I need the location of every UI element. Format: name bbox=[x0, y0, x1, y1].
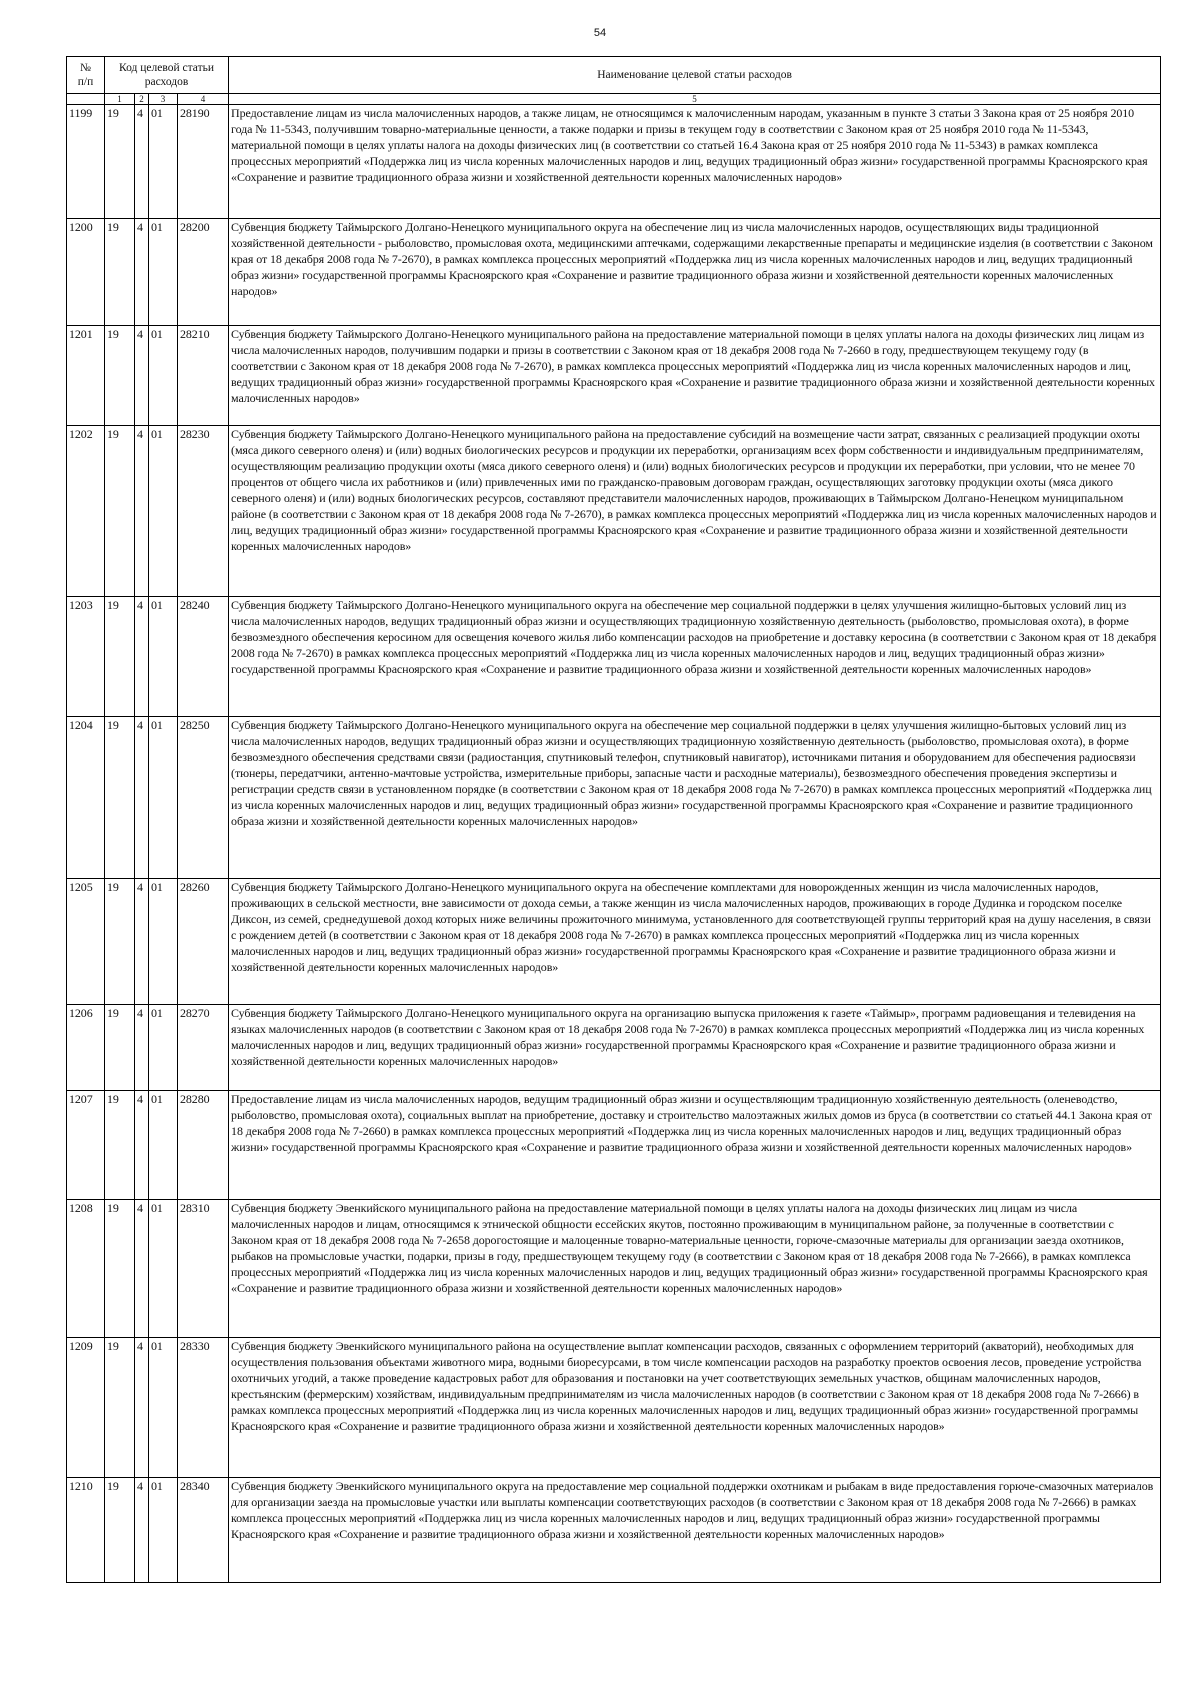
code-complex: 01 bbox=[149, 1200, 178, 1338]
code-type: 4 bbox=[135, 717, 149, 879]
code-program: 19 bbox=[105, 105, 135, 219]
header-col-3: 3 bbox=[149, 94, 178, 105]
code-complex: 01 bbox=[149, 326, 178, 426]
row-number: 1205 bbox=[67, 879, 105, 1005]
code-program: 19 bbox=[105, 426, 135, 597]
code-direction: 28200 bbox=[178, 219, 229, 326]
row-number: 1204 bbox=[67, 717, 105, 879]
article-name: Субвенция бюджету Таймырского Долгано-Ненецкого муниципального района на предоставление субсидий на возмещение части затрат, связанных с реализацией продукции охоты (мяса дикого северного оленя) и (или) водных биологических ресурсов и продукции их переработки, организациям всех форм собственности и индивидуальным предпринимателям, осуществляющим реализацию продукции охоты (мяса дикого северного оленя) и (или) водных биологических ресурсов и продукции их переработки, при условии, что не менее 70 процентов от общего числа их работников и (или) привлеченных ими по гражданско-правовым договорам граждан, осуществляющих заготовку продукции охоты (мяса дикого северного оленя) и (или) водных биологических ресурсов, составляют представители малочисленных народов, проживающих в Таймырском Долгано-Ненецком муниципальном районе (в соответствии с Законом края от 18 декабря 2008 года № 7-2670), в рамках комплекса процессных мероприятий «Поддержка лиц из числа коренных малочисленных народов и лиц, ведущих традиционный образ жизни» государственной программы Красноярского края «Сохранение и развитие традиционного образа жизни и хозяйственной деятельности коренных малочисленных народов» bbox=[229, 426, 1161, 597]
table-row bbox=[67, 426, 1161, 597]
code-direction: 28210 bbox=[178, 326, 229, 426]
row-number: 1206 bbox=[67, 1005, 105, 1091]
row-number: 1202 bbox=[67, 426, 105, 597]
code-direction: 28240 bbox=[178, 597, 229, 717]
header-spacer bbox=[67, 94, 105, 105]
table-row bbox=[67, 1200, 1161, 1338]
code-direction: 28280 bbox=[178, 1091, 229, 1200]
table-row bbox=[67, 1338, 1161, 1478]
table-row bbox=[67, 219, 1161, 326]
code-type: 4 bbox=[135, 1091, 149, 1200]
code-type: 4 bbox=[135, 1200, 149, 1338]
article-name: Субвенция бюджету Эвенкийского муниципального округа на предоставление мер социальной поддержки охотникам и рыбакам в виде предоставления горюче-смазочных материалов для организации заезда на промысловые участки или выплаты компенсации соответствующих расходов (в соответствии с Законом края от 18 декабря 2008 года № 7-2666) в рамках комплекса процессных мероприятий «Поддержка лиц из числа коренных малочисленных народов и лиц, ведущих традиционный образ жизни» государственной программы Красноярского края «Сохранение и развитие традиционного образа жизни и хозяйственной деятельности коренных малочисленных народов» bbox=[229, 1478, 1161, 1583]
header-col-5: 5 bbox=[229, 94, 1161, 105]
article-name: Субвенция бюджету Таймырского Долгано-Ненецкого муниципального округа на организацию выпуска приложения к газете «Таймыр», программ радиовещания и телевидения на языках малочисленных народов (в соответствии с Законом края от 18 декабря 2008 года № 7-2670) в рамках комплекса процессных мероприятий «Поддержка лиц из числа коренных малочисленных народов и лиц, ведущих традиционный образ жизни» государственной программы Красноярского края «Сохранение и развитие традиционного образа жизни и хозяйственной деятельности коренных малочисленных народов» bbox=[229, 1005, 1161, 1091]
row-number: 1208 bbox=[67, 1200, 105, 1338]
header-col-2: 2 bbox=[135, 94, 149, 105]
row-number: 1210 bbox=[67, 1478, 105, 1583]
row-number: 1199 bbox=[67, 105, 105, 219]
code-type: 4 bbox=[135, 1478, 149, 1583]
article-name: Субвенция бюджету Эвенкийского муниципального района на предоставление материальной помощи в целях уплаты налога на доходы физических лиц лицам из числа малочисленных народов и лицам, относящимся к этнической общности ессейских якутов, постоянно проживающим в муниципальном районе, за полученные в соответствии с Законом края от 18 декабря 2008 года № 7-2658 дорогостоящие и малоценные товарно-материальные ценности, горюче-смазочные материалы для организации заезда охотников, рыбаков на промысловые участки, подарки, призы в году, предшествующем текущему году (в соответствии с Законом края от 18 декабря 2008 года № 7-2666), в рамках комплекса процессных мероприятий «Поддержка лиц из числа коренных малочисленных народов и лиц, ведущих традиционный образ жизни» государственной программы Красноярского края «Сохранение и развитие традиционного образа жизни и хозяйственной деятельности коренных малочисленных народов» bbox=[229, 1200, 1161, 1338]
code-direction: 28330 bbox=[178, 1338, 229, 1478]
article-name: Субвенция бюджету Таймырского Долгано-Ненецкого муниципального округа на обеспечение мер социальной поддержки в целях улучшения жилищно-бытовых условий лиц из числа малочисленных народов, ведущих традиционный образ жизни и осуществляющих традиционную хозяйственную деятельность (рыболовство, промысловая охота), в форме безвозмездного обеспечения средствами связи (радиостанция, спутниковый телефон, спутниковый навигатор), источниками питания и оборудованием для обеспечения радиосвязи (тюнеры, передатчики, антенно-мачтовые устройства, измерительные приборы, запасные части и расходные материалы), безвозмездного обеспечения проведения экспертизы и регистрации средств связи в установленном порядке (в соответствии с Законом края от 18 декабря 2008 года № 7-2670) в рамках комплекса процессных мероприятий «Поддержка лиц из числа коренных малочисленных народов и лиц, ведущих традиционный образ жизни» государственной программы Красноярского края «Сохранение и развитие традиционного образа жизни и хозяйственной деятельности коренных малочисленных народов» bbox=[229, 717, 1161, 879]
table-row bbox=[67, 1005, 1161, 1091]
code-complex: 01 bbox=[149, 597, 178, 717]
code-program: 19 bbox=[105, 1091, 135, 1200]
row-number: 1207 bbox=[67, 1091, 105, 1200]
code-direction: 28260 bbox=[178, 879, 229, 1005]
code-program: 19 bbox=[105, 597, 135, 717]
code-direction: 28310 bbox=[178, 1200, 229, 1338]
code-complex: 01 bbox=[149, 879, 178, 1005]
code-type: 4 bbox=[135, 879, 149, 1005]
table-row bbox=[67, 1091, 1161, 1200]
table-row bbox=[67, 717, 1161, 879]
target-articles-table bbox=[66, 56, 1161, 1583]
code-complex: 01 bbox=[149, 105, 178, 219]
code-direction: 28270 bbox=[178, 1005, 229, 1091]
table-row bbox=[67, 879, 1161, 1005]
code-direction: 28340 bbox=[178, 1478, 229, 1583]
article-name: Предоставление лицам из числа малочисленных народов, ведущим традиционный образ жизни и осуществляющим традиционную хозяйственную деятельность (оленеводство, рыболовство, промысловая охота), социальных выплат на приобретение, доставку и строительство малоэтажных жилых домов из бруса (в соответствии со статьей 44.1 Закона края от 18 декабря 2008 года № 7-2660) в рамках комплекса процессных мероприятий «Поддержка лиц из числа коренных малочисленных народов и лиц, ведущих традиционный образ жизни» государственной программы Красноярского края «Сохранение и развитие традиционного образа жизни и хозяйственной деятельности коренных малочисленных народов» bbox=[229, 1091, 1161, 1200]
code-program: 19 bbox=[105, 879, 135, 1005]
code-type: 4 bbox=[135, 1338, 149, 1478]
code-direction: 28230 bbox=[178, 426, 229, 597]
code-program: 19 bbox=[105, 1005, 135, 1091]
header-code: Код целевой статьи расходов bbox=[105, 57, 229, 94]
code-complex: 01 bbox=[149, 1338, 178, 1478]
code-complex: 01 bbox=[149, 1005, 178, 1091]
header-number-abbrev: п/п bbox=[77, 76, 94, 88]
header-col-1: 1 bbox=[105, 94, 135, 105]
code-complex: 01 bbox=[149, 717, 178, 879]
article-name: Субвенция бюджету Эвенкийского муниципального района на осуществление выплат компенсации расходов, связанных с оформлением территорий (акваторий), необходимых для осуществления пользования объектами животного мира, водными биоресурсами, в том числе компенсации расходов на разработку проектов освоения лесов, проведение устройства охотничьих угодий, а также проведение кадастровых работ для образования и постановки на учет соответствующих земельных участков, общинам малочисленных народов, крестьянским (фермерским) хозяйствам, индивидуальным предпринимателям из числа малочисленных народов (в соответствии с Законом края от 18 декабря 2008 года № 7-2666) в рамках комплекса процессных мероприятий «Поддержка лиц из числа коренных малочисленных народов и лиц, ведущих традиционный образ жизни» государственной программы Красноярского края «Сохранение и развитие традиционного образа жизни и хозяйственной деятельности коренных малочисленных народов» bbox=[229, 1338, 1161, 1478]
code-complex: 01 bbox=[149, 426, 178, 597]
code-direction: 28250 bbox=[178, 717, 229, 879]
article-name: Субвенция бюджету Таймырского Долгано-Ненецкого муниципального района на предоставление материальной помощи в целях уплаты налога на доходы физических лиц лицам из числа малочисленных народов, получившим подарки и призы в соответствии с Законом края от 18 декабря 2008 года № 7-2660 в году, предшествующем текущему году (в соответствии с Законом края от 18 декабря 2008 года № 7-2670), в рамках комплекса процессных мероприятий «Поддержка лиц из числа коренных малочисленных народов и лиц, ведущих традиционный образ жизни» государственной программы Красноярского края «Сохранение и развитие традиционного образа жизни и хозяйственной деятельности коренных малочисленных народов» bbox=[229, 326, 1161, 426]
code-program: 19 bbox=[105, 1200, 135, 1338]
code-complex: 01 bbox=[149, 1478, 178, 1583]
article-name: Предоставление лицам из числа малочисленных народов, а также лицам, не относящимся к малочисленным народам, указанным в пункте 3 статьи 3 Закона края от 25 ноября 2010 года № 11-5343, получившим товарно-материальные ценности, а также подарки и призы в текущем году в соответствии с Законом края от 25 ноября 2010 года № 11-5343, материальной помощи в целях уплаты налога на доходы физических лиц (в соответствии со статьей 16.4 Закона края от 25 ноября 2010 года № 11-5343) в рамках комплекса процессных мероприятий «Поддержка лиц из числа коренных малочисленных народов и лиц, ведущих традиционный образ жизни» государственной программы Красноярского края «Сохранение и развитие традиционного образа жизни и хозяйственной деятельности коренных малочисленных народов» bbox=[229, 105, 1161, 219]
code-program: 19 bbox=[105, 1478, 135, 1583]
code-direction: 28190 bbox=[178, 105, 229, 219]
article-name: Субвенция бюджету Таймырского Долгано-Ненецкого муниципального округа на обеспечение мер социальной поддержки в целях улучшения жилищно-бытовых условий лиц из числа малочисленных народов, ведущих традиционный образ жизни и осуществляющих традиционную хозяйственную деятельность (рыболовство, промысловая охота), в форме безвозмездного обеспечения керосином для освещения кочевого жилья либо компенсации расходов на приобретение и доставку керосина (в соответствии с Законом края от 18 декабря 2008 года № 7-2670) в рамках комплекса процессных мероприятий «Поддержка лиц из числа коренных малочисленных народов и лиц, ведущих традиционный образ жизни» государственной программы Красноярского края «Сохранение и развитие традиционного образа жизни и хозяйственной деятельности коренных малочисленных народов» bbox=[229, 597, 1161, 717]
header-name: Наименование целевой статьи расходов bbox=[229, 57, 1161, 94]
code-program: 19 bbox=[105, 326, 135, 426]
code-program: 19 bbox=[105, 1338, 135, 1478]
code-type: 4 bbox=[135, 1005, 149, 1091]
article-name: Субвенция бюджету Таймырского Долгано-Ненецкого муниципального округа на обеспечение лиц из числа малочисленных народов, осуществляющих виды традиционной хозяйственной деятельности - рыболовство, промысловая охота, медицинскими аптечками, содержащими лекарственные препараты и медицинские изделия (в соответствии с Законом края от 18 декабря 2008 года № 7-2670), в рамках комплекса процессных мероприятий «Поддержка лиц из числа коренных малочисленных народов и лиц, ведущих традиционный образ жизни» государственной программы Красноярского края «Сохранение и развитие традиционного образа жизни и хозяйственной деятельности коренных малочисленных народов» bbox=[229, 219, 1161, 326]
header-row-number bbox=[67, 57, 105, 94]
code-type: 4 bbox=[135, 597, 149, 717]
code-type: 4 bbox=[135, 426, 149, 597]
code-complex: 01 bbox=[149, 219, 178, 326]
code-type: 4 bbox=[135, 219, 149, 326]
header-number-sign: № bbox=[80, 62, 91, 74]
row-number: 1203 bbox=[67, 597, 105, 717]
code-program: 19 bbox=[105, 717, 135, 879]
code-complex: 01 bbox=[149, 1091, 178, 1200]
header-col-4: 4 bbox=[178, 94, 229, 105]
row-number: 1201 bbox=[67, 326, 105, 426]
article-name: Субвенция бюджету Таймырского Долгано-Ненецкого муниципального округа на обеспечение комплектами для новорожденных женщин из числа малочисленных народов, проживающих в сельской местности, вне зависимости от дохода семьи, а также женщин из числа малочисленных народов, проживающих в городе Дудинка и городском поселке Диксон, из семей, среднедушевой доход которых ниже величины прожиточного минимума, установленного для соответствующей группы территорий края на душу населения, в связи с рождением детей (в соответствии с Законом края от 18 декабря 2008 года № 7-2670) в рамках комплекса процессных мероприятий «Поддержка лиц из числа коренных малочисленных народов и лиц, ведущих традиционный образ жизни» государственной программы Красноярского края «Сохранение и развитие традиционного образа жизни и хозяйственной деятельности коренных малочисленных народов» bbox=[229, 879, 1161, 1005]
row-number: 1200 bbox=[67, 219, 105, 326]
code-type: 4 bbox=[135, 326, 149, 426]
table-row bbox=[67, 1478, 1161, 1583]
table-row bbox=[67, 326, 1161, 426]
page-number: 54 bbox=[593, 27, 607, 39]
table-row bbox=[67, 597, 1161, 717]
code-type: 4 bbox=[135, 105, 149, 219]
row-number: 1209 bbox=[67, 1338, 105, 1478]
table-row bbox=[67, 105, 1161, 219]
code-program: 19 bbox=[105, 219, 135, 326]
